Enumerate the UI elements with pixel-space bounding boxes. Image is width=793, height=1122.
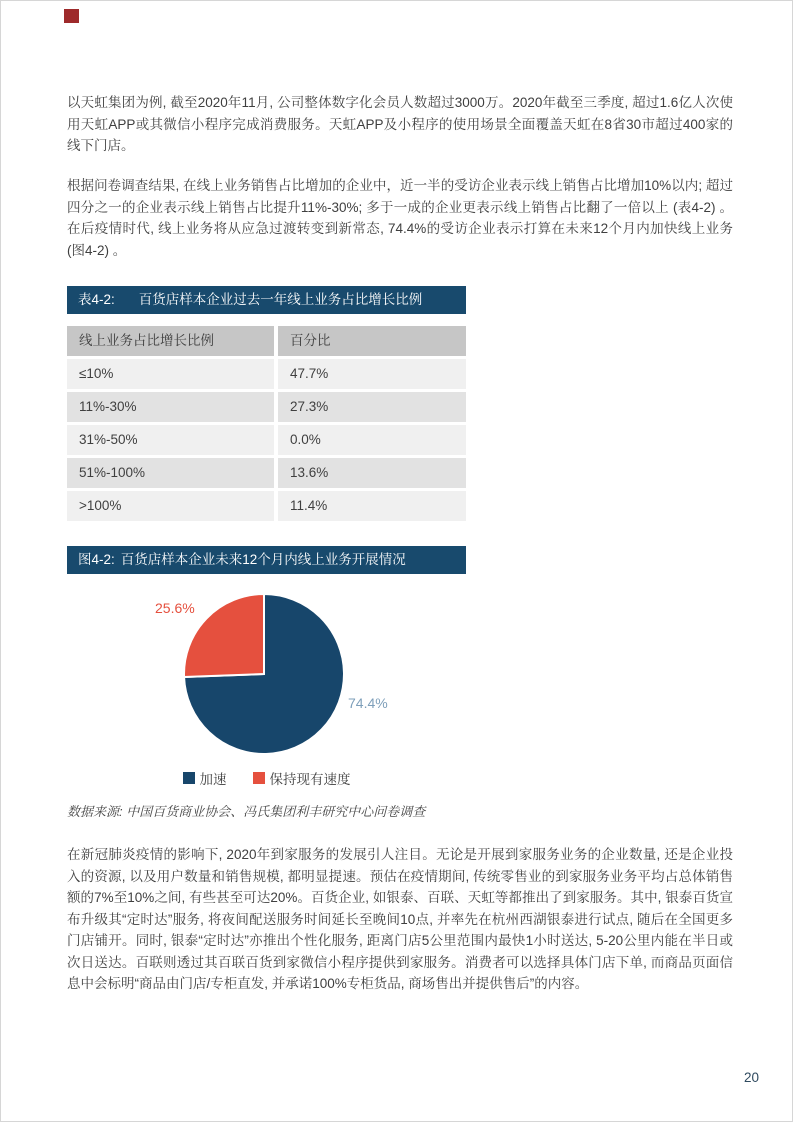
table-row: [67, 458, 466, 488]
table-row: [67, 392, 466, 422]
table-cell: 51%-100%: [67, 458, 274, 488]
legend-label: 加速: [199, 772, 227, 787]
figure-title: 百货店样本企业未来12个月内线上业务开展情况: [120, 552, 406, 567]
table-cell: 13.6%: [278, 458, 466, 488]
table-header-row: [67, 326, 466, 356]
table-cell: ≤10%: [67, 359, 274, 389]
legend-item: [253, 768, 351, 788]
table-cell: 47.7%: [278, 359, 466, 389]
table-cell: 11.4%: [278, 491, 466, 521]
pie-slice-maintain: [184, 594, 264, 677]
chart-legend: [67, 768, 466, 788]
pie-chart: [174, 584, 354, 764]
table-body: [67, 359, 466, 521]
pie-data-label-accelerate: 74.4%: [348, 695, 388, 711]
table-title: 百货店样本企业过去一年线上业务占比增长比例: [138, 292, 423, 307]
figure-title-bar: [67, 546, 466, 574]
table-row: [67, 359, 466, 389]
legend-swatch-icon: [183, 772, 195, 784]
table-row: [67, 425, 466, 455]
legend-swatch-icon: [253, 772, 265, 784]
legend-label: 保持现有速度: [269, 772, 351, 787]
paragraph-home-delivery: 在新冠肺炎疫情的影响下, 2020年到家服务的发展引人注目。无论是开展到家服务业务的企业数量, 还是企业投入的资源, 以及用户数量和销售规模, 都明显提速。预估在疫情期间, 传统零售业的到家服务业务平均占总体销售额的7%至10%之间, 有些甚至可达20%。百货企业, 如银泰、百联、天虹等都推出了到家服务。其中, 银泰百货宣布升级其“定时达”服务, 将夜间配送服务时间延长至晚间10点, 并率先在杭州西湖银泰进行试点, 随后在全国更多门店铺开。同时, 银泰“定时达”亦推出个性化服务, 距离门店5公里范围内最快1小时送达, 5-20公里内能在半日或次日送达。百联则透过其百联百货到家微信小程序提供到家服务。消费者可以选择具体门店下单, 而商品页面信息中会标明“商品由门店/专柜直发, 并承诺100%专柜货品, 商场售出并提供售后”的内容。: [67, 847, 733, 991]
pie-chart-svg: [174, 584, 354, 764]
figure-tag: 图4-2:: [78, 552, 115, 567]
legend-item: [183, 768, 227, 788]
data-source-note: 数据来源: 中国百货商业协会、冯氏集团利丰研究中心问卷调查: [67, 804, 426, 819]
paragraph-survey-results: 根据问卷调查结果, 在线上业务销售占比增加的企业中，近一半的受访企业表示线上销售占比增加10%以内; 超过四分之一的企业表示线上销售占比提升11%-30%; 多于一成的企业更表示线上销售占比翻了一倍以上 (表4-2) 。在后疫情时代, 线上业务将从应急过渡转变到新常态, 74.4%的受访企业表示打算在未来12个月内加快线上业务 (图4-2) 。: [67, 178, 733, 258]
table-tag: 表4-2:: [78, 292, 115, 307]
paragraph-tianhong: 以天虹集团为例, 截至2020年11月, 公司整体数字化会员人数超过3000万。2020年截至三季度, 超过1.6亿人次使用天虹APP或其微信小程序完成消费服务。天虹APP及小程序的使用场景全面覆盖天虹在8省30市超过400家的线下门店。: [67, 95, 733, 153]
page-number: 20: [743, 1070, 759, 1085]
brand-logo-square: [64, 9, 79, 23]
table-row: [67, 491, 466, 521]
table-title-bar: [67, 286, 466, 314]
table-cell: 27.3%: [278, 392, 466, 422]
table-cell: 0.0%: [278, 425, 466, 455]
growth-share-table: [67, 326, 466, 524]
table-cell: >100%: [67, 491, 274, 521]
table-cell: 11%-30%: [67, 392, 274, 422]
table-cell: 31%-50%: [67, 425, 274, 455]
table-header-cell: 百分比: [278, 326, 466, 356]
pie-data-label-maintain: 25.6%: [155, 600, 195, 616]
table-header-cell: 线上业务占比增长比例: [67, 326, 274, 356]
